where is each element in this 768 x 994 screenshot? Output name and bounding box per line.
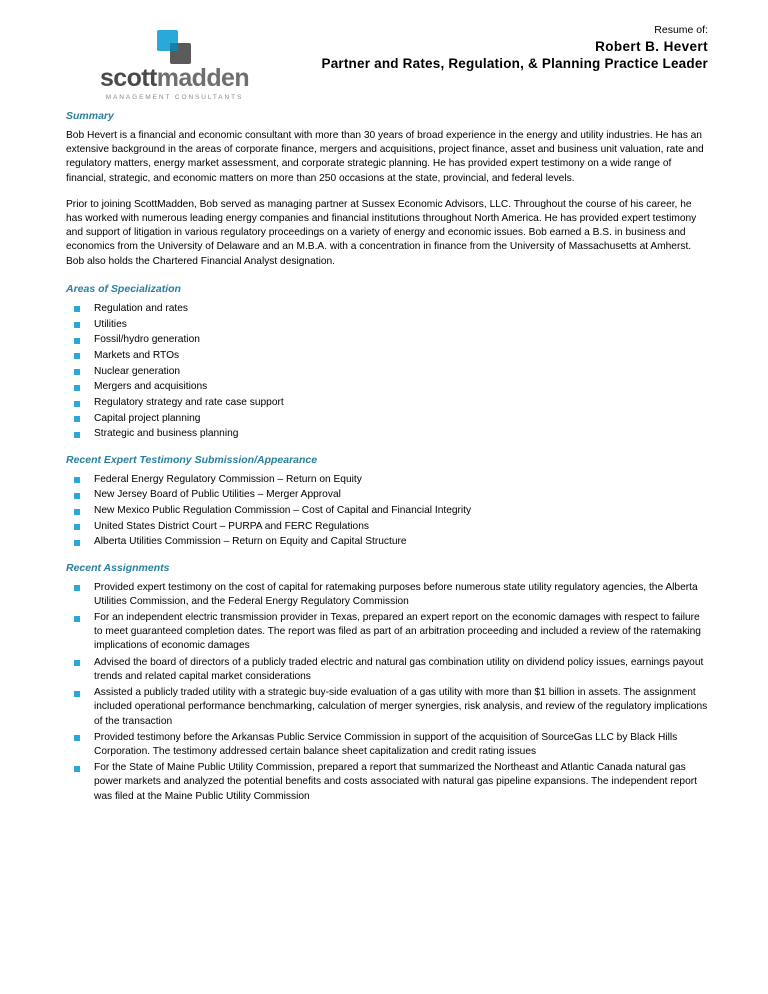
list-item: Strategic and business planning <box>66 427 708 441</box>
list-item: Federal Energy Regulatory Commission – Return on Equity <box>66 473 708 487</box>
list-item: For the State of Maine Public Utility Commission, prepared a report that summarized the Northeast and Atlantic Canada natural gas power markets and analyzed the potential benefits and costs associated with natural gas pipeline expansions. The independent report was filed at the Maine Public Utility Commission <box>66 761 708 804</box>
section-heading-areas: Areas of Specialization <box>66 282 181 295</box>
person-title: Partner and Rates, Regulation, & Planning Practice Leader <box>321 56 708 71</box>
list-item: New Jersey Board of Public Utilities – Merger Approval <box>66 488 708 502</box>
list-item: For an independent electric transmission provider in Texas, prepared an expert report on the economic damages with respect to failure to meet guaranteed completion dates. The report was filed as part of an arbitration proceeding and included a review of the ratemaking implications of economic damages <box>66 611 708 654</box>
list-item: United States District Court – PURPA and FERC Regulations <box>66 520 708 534</box>
list-item: Mergers and acquisitions <box>66 380 708 394</box>
list-item: Provided expert testimony on the cost of capital for ratemaking purposes before numerous state utility regulatory agencies, the Alberta Utilities Commission, and the Federal Energy Regulatory Commission <box>66 581 708 609</box>
list-item: Markets and RTOs <box>66 349 708 363</box>
list-item: Utilities <box>66 318 708 332</box>
logo-wordmark-madden: madden <box>156 64 249 92</box>
resume-of-label: Resume of: <box>654 24 708 36</box>
logo-wordmark <box>100 66 249 91</box>
section-heading-testimony: Recent Expert Testimony Submission/Appearance <box>66 453 318 466</box>
section-heading-summary: Summary <box>66 110 114 122</box>
logo-wordmark-scott: scott <box>100 64 157 92</box>
summary-paragraph-2: Prior to joining ScottMadden, Bob served as managing partner at Sussex Economic Advisors, LLC. Throughout the course of his career, he has worked with numerous leading energy companies and financial institutions throughout North America. He has provided expert testimony and support of litigation in various regulatory proceedings on a variety of energy and economic issues. Bob earned a B.S. in business and economics from the University of Delaware and an M.B.A. with a concentration in finance from the University of Massachusetts at Amherst. Bob also holds the Chartered Financial Analyst designation. <box>66 198 697 267</box>
scottmadden-logo <box>100 30 249 101</box>
logo-tagline: MANAGEMENT CONSULTANTS <box>105 94 244 101</box>
testimony-list <box>66 473 708 550</box>
summary-paragraph-1: Bob Hevert is a financial and economic consultant with more than 30 years of broad experience in the energy and utility industries. He has an extensive background in the areas of corporate finance, mergers and acquisitions, project finance, asset and business unit valuation, rate and regulatory matters, energy market assessment, and corporate strategic planning. He has provided expert testimony on a wide range of financial, strategic, and economic matters on more than 250 occasions at the state, provincial, and federal levels. <box>66 130 704 184</box>
list-item: Nuclear generation <box>66 365 708 379</box>
list-item: Alberta Utilities Commission – Return on Equity and Capital Structure <box>66 535 708 549</box>
assignments-list <box>66 581 708 804</box>
list-item: Assisted a publicly traded utility with a strategic buy-side evaluation of a gas utility with more than $1 billion in assets. The assignment included operational performance benchmarking, calculation of merger synergies, risk analysis, and review of the regulatory implications of the transaction <box>66 686 708 729</box>
list-item: Regulatory strategy and rate case support <box>66 396 708 410</box>
list-item: New Mexico Public Regulation Commission – Cost of Capital and Financial Integrity <box>66 504 708 518</box>
header-identity <box>322 22 709 71</box>
logo-squares-icon <box>157 30 191 64</box>
list-item: Provided testimony before the Arkansas Public Service Commission in support of the acquisition of SourceGas LLC by Black Hills Corporation. The testimony addressed certain balance sheet capitalization and credit rating issues <box>66 731 708 759</box>
list-item: Advised the board of directors of a publicly traded electric and natural gas combination utility on dividend policy issues, earnings payout trends and related capital market considerations <box>66 656 708 684</box>
person-name: Robert B. Hevert <box>595 39 708 54</box>
list-item: Fossil/hydro generation <box>66 333 708 347</box>
section-heading-assignments: Recent Assignments <box>66 561 170 574</box>
list-item: Regulation and rates <box>66 302 708 316</box>
list-item: Capital project planning <box>66 412 708 426</box>
areas-list <box>66 302 708 442</box>
page-header <box>66 22 708 101</box>
